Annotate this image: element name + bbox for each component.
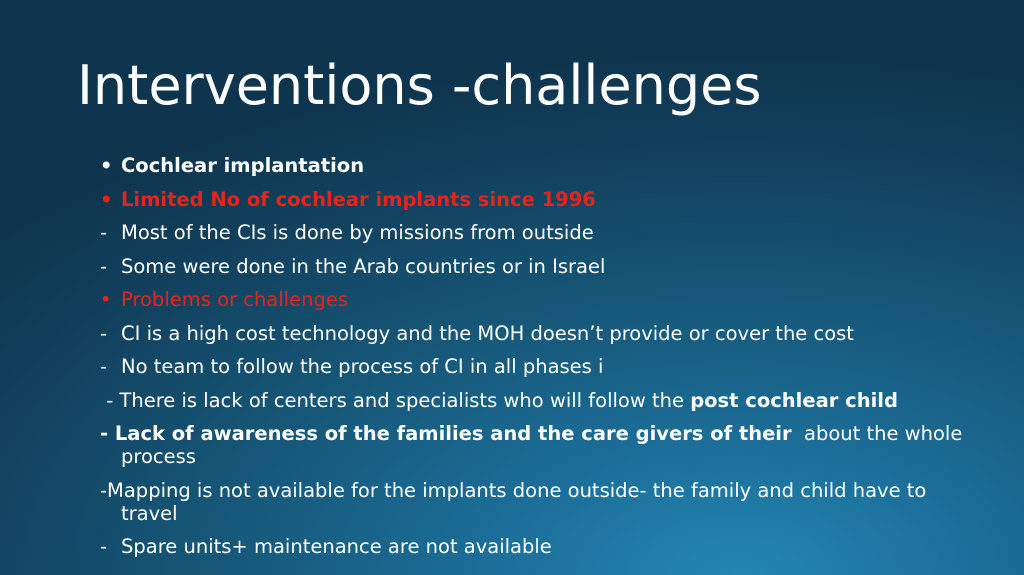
slide-title: Interventions -challenges [77,54,762,117]
list-item-text: -Mapping is not available for the implants done outside- the family and child have to [100,478,927,502]
list-item-text: Cochlear implantation [121,154,365,177]
dash-marker: - [100,221,108,244]
list-item-text: Some were done in the Arab countries or in Israel [121,254,606,278]
list-item [100,355,980,378]
bullet-marker: • [100,154,113,177]
list-item-text: - There is lack of centers and specialists who will follow the [100,388,691,412]
list-item-text: Limited No of cochlear implants since 1996 [121,187,596,211]
list-item [100,422,980,468]
list-item [100,188,980,211]
list-item-continuation: travel [121,501,178,525]
list-item [100,255,980,278]
list-item [100,479,980,525]
list-item-text: about the whole [791,422,963,445]
list-item-text: Problems or challenges [121,288,348,311]
list-item [100,154,980,177]
list-item [100,389,980,412]
bullet-marker: • [100,288,112,311]
list-item-text: Most of the CIs is done by missions from outside [121,221,594,244]
bullet-list [100,154,980,569]
list-item-emphasis: - Lack of awareness of the families and the care givers of their [100,422,792,445]
list-item-text: Spare units+ maintenance are not available [121,535,552,558]
list-item [100,322,980,345]
dash-marker: - [100,355,108,378]
dash-marker: - [100,254,108,278]
list-item-text: CI is a high cost technology and the MOH doesn’t provide or cover the cost [121,321,854,345]
list-item-continuation: process [121,445,196,468]
dash-marker: - [100,535,108,558]
list-item-text: No team to follow the process of CI in all phases i [121,355,604,378]
list-item [100,288,980,311]
list-item-emphasis: post cochlear child [690,388,898,412]
list-item [100,221,980,244]
bullet-marker: • [100,187,113,211]
list-item [100,535,980,558]
dash-marker: - [100,321,108,345]
